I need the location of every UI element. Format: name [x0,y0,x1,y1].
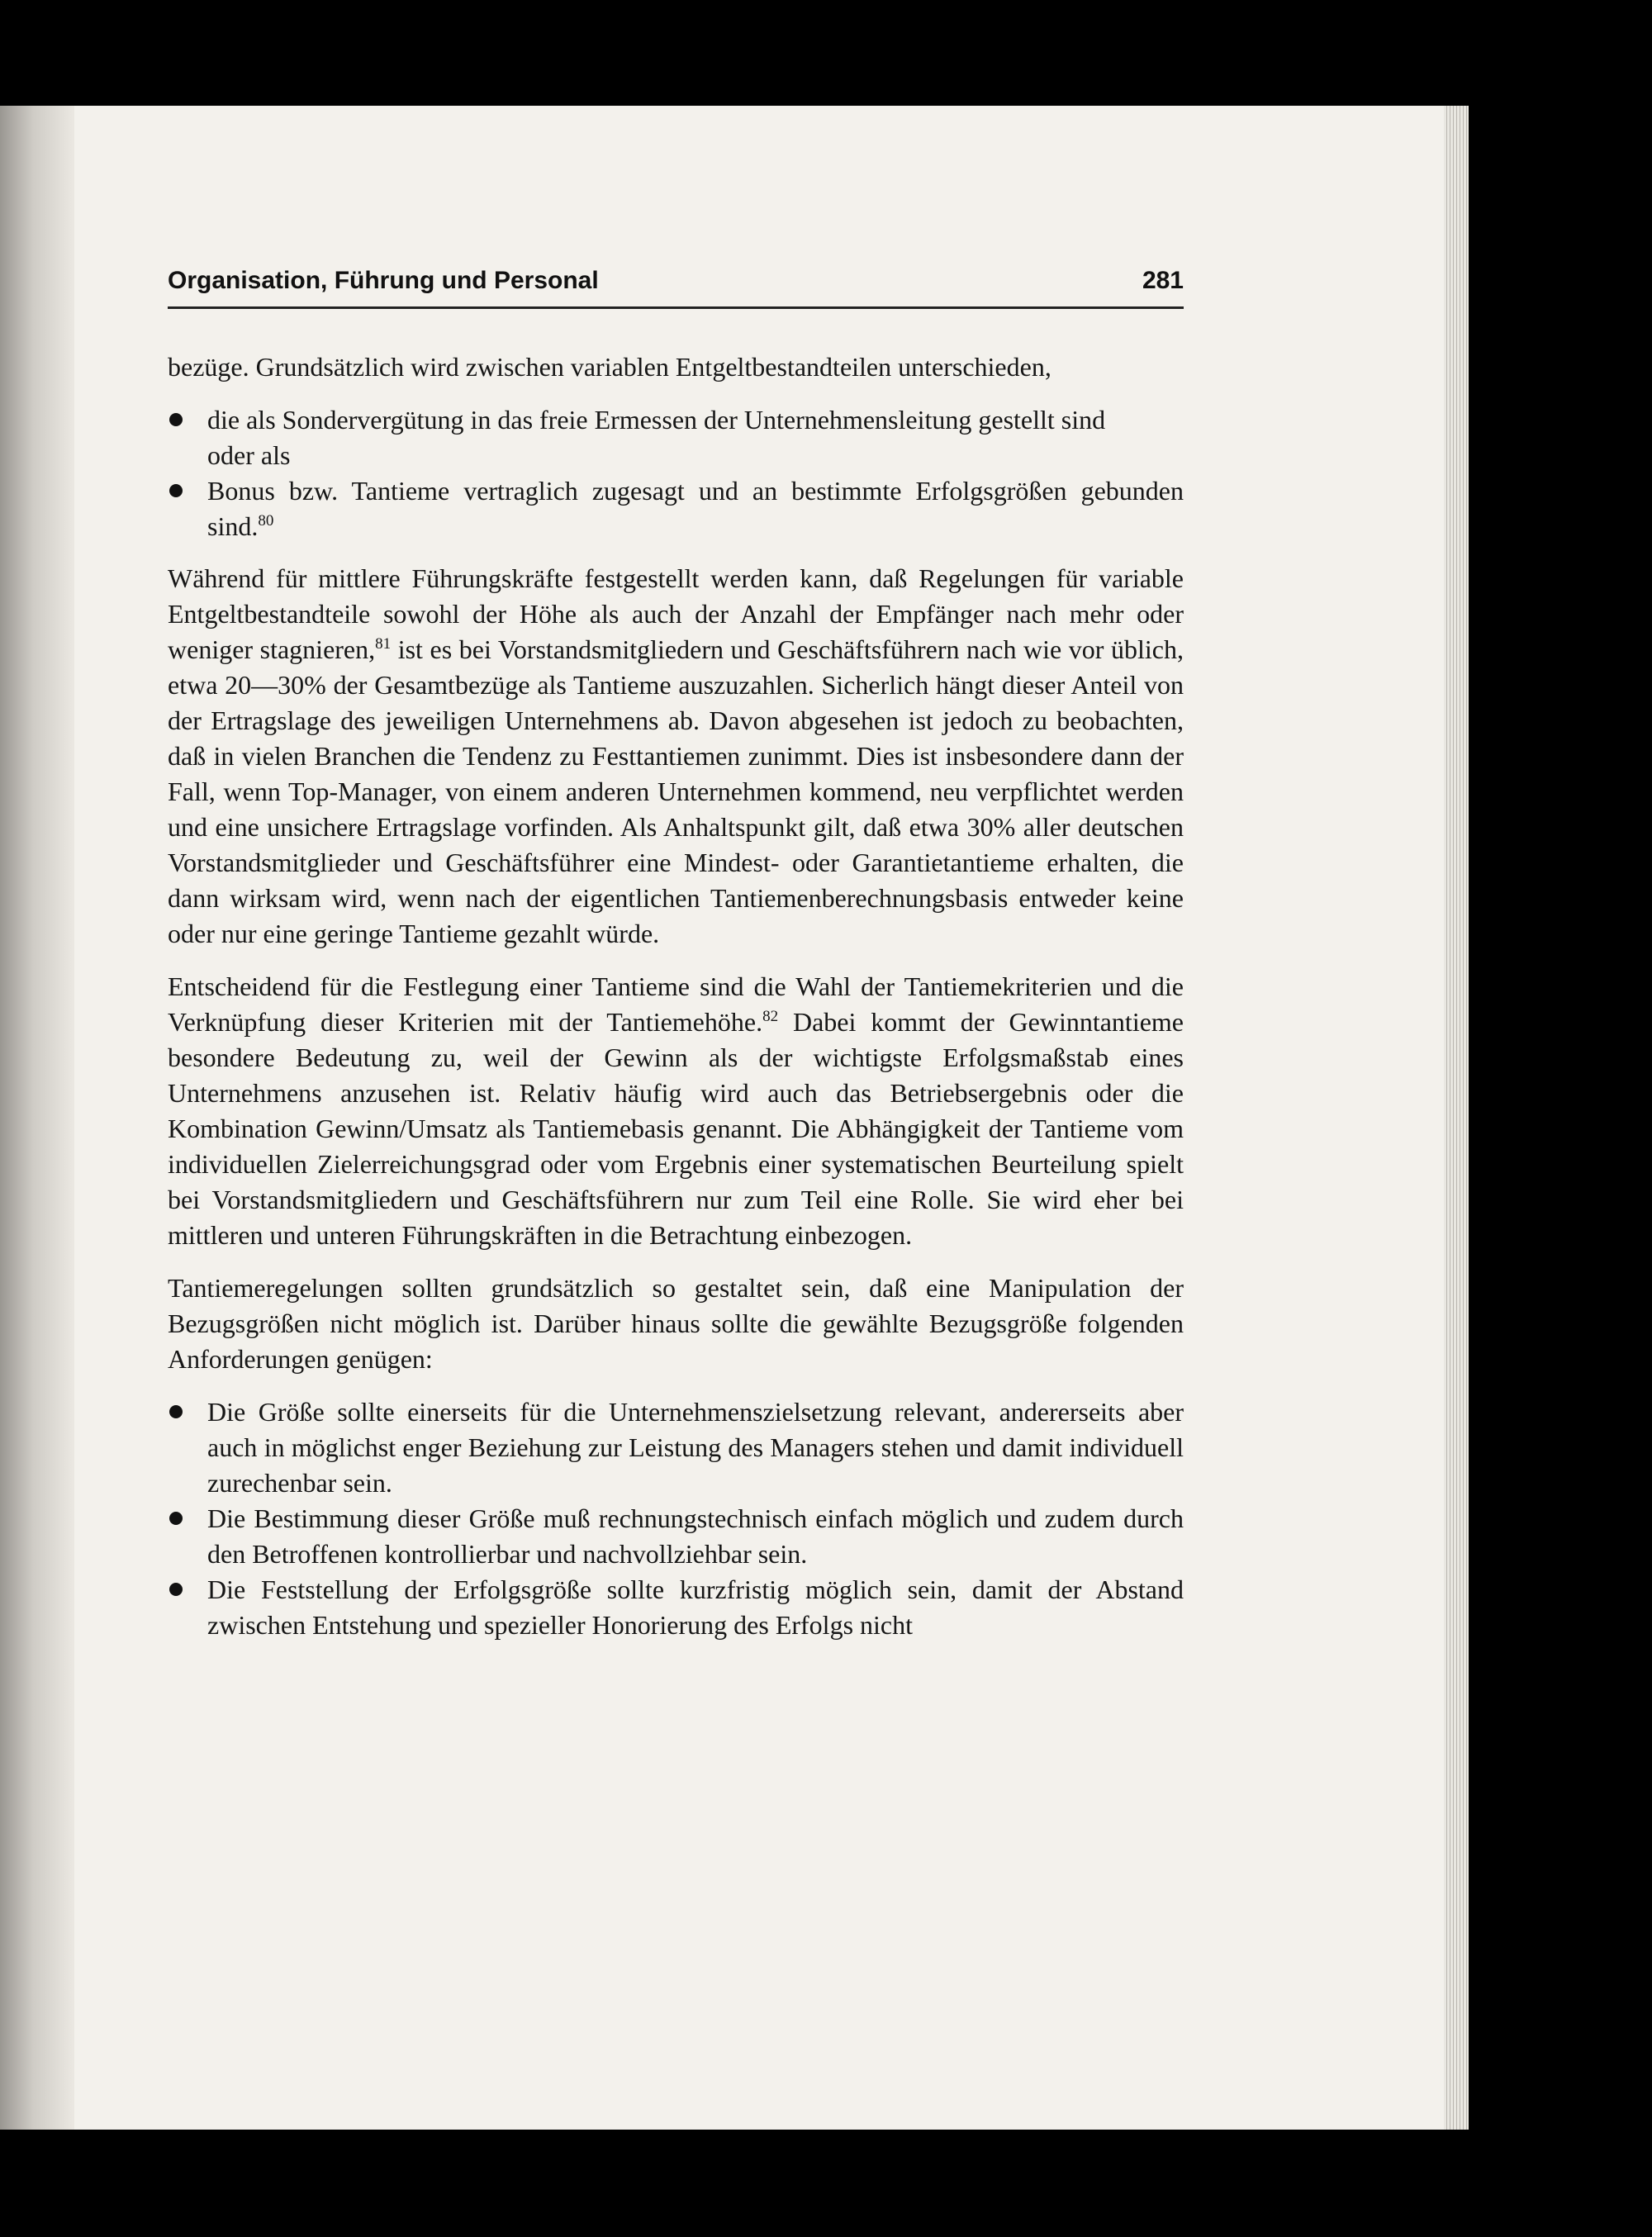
list-item-text: Die Feststellung der Erfolgsgröße sollte kurzfristig möglich sein, damit der Abstand zwischen Entstehung und spezieller Honorierung des Erfolgs nicht [207,1574,1184,1640]
paragraph-3: Tantiemeregelungen sollten grundsätzlich so gestaltet sein, daß eine Manipulation der Bezugsgrößen nicht möglich ist. Darüber hinaus sollte die gewählte Bezugsgröße folgenden Anforderungen genügen: [168,1273,1184,1374]
list-item-text: Die Bestimmung dieser Größe muß rechnungstechnisch einfach möglich und zudem durch den Betroffenen kontrollierbar und nachvollziehbar sein. [207,1503,1184,1569]
bullet-icon [169,1405,183,1418]
page-edges [1444,106,1469,2130]
bullet-list-1 [168,402,1184,544]
book-page [0,106,1444,2130]
list-item-text: die als Sondervergütung in das freie Ermessen der Unternehmensleitung gestellt sind [207,405,1106,435]
header-title: Organisation, Führung und Personal [168,267,599,294]
paragraph-2 [168,969,1184,1253]
footnote-ref: 81 [375,635,392,653]
bullet-icon [169,1512,183,1525]
paragraph-1 [168,561,1184,952]
paragraph-1-part2: ist es bei Vorstandsmitgliedern und Geschäftsführern nach wie vor üblich, etwa 20—30% der Gesamtbezüge als Tantieme auszuzahlen. Sicherlich hängt dieser Anteil von der Ertragslage des jeweiligen Unternehmens ab. Davon abgesehen ist jedoch zu beobachten, daß in vielen Branchen die Tendenz zu Festtantiemen zunimmt. Dies ist insbesondere dann der Fall, wenn Top-Manager, von einem anderen Unternehmen kommend, neu verpflichtet werden und eine unsichere Ertragslage vorfinden. Als Anhaltspunkt gilt, daß etwa 30% aller deutschen Vorstandsmitglieder und Geschäftsführer eine Mindest- oder Garantietantieme erhalten, die dann wirksam wird, wenn nach der eigentlichen Tantiemenberechnungsbasis entweder keine oder nur eine geringe Tantieme gezahlt würde. [168,634,1184,948]
bullet-icon [169,484,183,497]
bullet-list-2 [168,1394,1184,1643]
footnote-ref: 80 [258,512,274,530]
list-connector: oder als [207,440,291,470]
running-header [168,267,1184,295]
intro-paragraph: bezüge. Grundsätzlich wird zwischen variablen Entgeltbestandteilen unterschieden, [168,352,1051,382]
list-item [168,1394,1184,1501]
paragraph-1-part1: Während für mittlere Führungskräfte festgestellt werden kann, daß Regelungen für variable Entgeltbestandteile sowohl der Höhe als auch der Anzahl der Empfänger nach mehr oder weniger stagnieren, [168,563,1184,664]
bullet-icon [169,1583,183,1596]
page-number: 281 [1142,267,1184,294]
list-item [168,1572,1184,1643]
body-text [168,349,1184,1660]
footnote-ref: 82 [762,1008,779,1025]
paragraph-2-part2: Dabei kommt der Gewinntantieme besondere Bedeutung zu, weil der Gewinn als der wichtigste Erfolgsmaßstab eines Unternehmens anzusehen ist. Relativ häufig wird auch das Betriebsergebnis oder die Kombination Gewinn/Umsatz als Tantiemebasis genannt. Die Abhängigkeit der Tantieme vom individuellen Zielerreichungsgrad oder vom Ergebnis einer systematischen Beurteilung spielt bei Vorstandsmitgliedern und Geschäftsführern nur zum Teil eine Rolle. Sie wird eher bei mittleren und unteren Führungskräften in die Betrachtung einbezogen. [168,1007,1184,1250]
bullet-icon [169,413,183,426]
header-rule [168,306,1184,309]
list-item [168,473,1184,544]
paragraph-2-part1: Entscheidend für die Festlegung einer Tantieme sind die Wahl der Tantiemekriterien und die Verknüpfung dieser Kriterien mit der Tantiemehöhe. [168,971,1184,1037]
list-item-text: Bonus bzw. Tantieme vertraglich zugesagt und an bestimmte Erfolgsgrößen gebunden sind. [207,476,1184,541]
list-item-text: Die Größe sollte einerseits für die Unternehmenszielsetzung relevant, andererseits aber auch in möglichst enger Beziehung zur Leistung des Managers stehen und damit individuell zurechenbar sein. [207,1397,1184,1498]
list-item [168,402,1184,438]
book-gutter-shadow [0,106,74,2130]
list-item [168,1501,1184,1572]
